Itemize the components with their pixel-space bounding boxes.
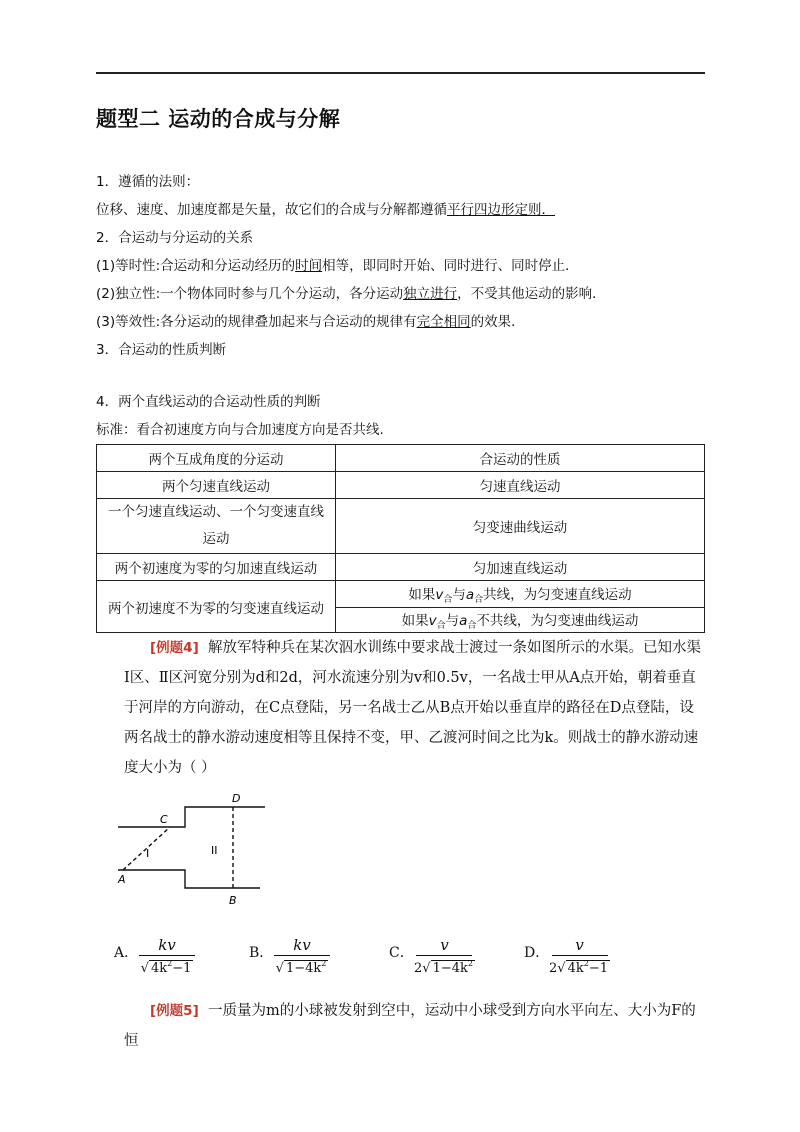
option-c-fraction[interactable] [414,935,475,976]
header-rule [96,72,705,74]
option-c-denominator: 2√ $1-4k^2$ [414,959,473,976]
table-cell: 匀加速直线运动 [336,554,705,581]
example4-question: [例题4] 解放军特种兵在某次泅水训练中要求战士渡过一条如图所示的水渠。已知水渠Ⅰ区、Ⅱ区河宽分别为d和2d，河水流速分别为v和0.5v，一名战士甲从A点开始，朝着垂直于河岸的方向游动，在C点登陆，另一名战士乙从B点开始以垂直岸的路径在D点登陆，设两名战士的静水游动速度相等且保持不变，甲、乙渡河时间之比为k。则战士的静水游动速度大小为（ ） [124,640,701,776]
point-b-label: B [229,894,237,907]
option-d-letter[interactable]: D． [524,945,550,961]
table-header-cell: 合运动的性质 [336,445,705,472]
table-cell-noncollinear: 如果$v_合$与$a_合$不共线，为匀变速曲线运动 [336,608,705,633]
section4-standard: 标准：看合初速度方向与合加速度方向是否共线. [96,422,384,438]
point-d-label: D [232,792,241,805]
table-cell: 两个初速度不为零的匀变速直线运动 [97,581,336,633]
table-cell: 匀变速曲线运动 [336,499,705,554]
table-row [97,499,705,554]
table-row [97,472,705,499]
option-a-fraction[interactable] [139,935,195,976]
option-d-fraction[interactable] [549,935,610,976]
table-header-cell: 两个互成角度的分运动 [97,445,336,472]
section3-heading: 3．合运动的性质判断 [96,342,227,358]
section2-item2: (2)独立性:一个物体同时参与几个分运动，各分运动独立进行，不受其他运动的影响． [96,286,606,302]
point-a-label: A [118,873,126,886]
motion-properties-table [96,444,705,633]
section2-heading: 2．合运动与分运动的关系 [96,230,254,246]
section2-item1: (1)等时性:合运动和分运动经历的时间相等，即同时开始、同时进行、同时停止． [96,258,579,274]
option-b-letter[interactable]: B． [249,945,274,961]
section1-heading: 1．遵循的法则： [96,174,200,190]
table-row [97,581,705,608]
option-b-numerator: kv [274,936,330,956]
section1-text: 位移、速度、加速度都是矢量，故它们的合成与分解都遵循平行四边形定则． [96,202,555,218]
table-cell-collinear: 如果$v_合$与$a_合$共线，为匀变速直线运动 [336,581,705,608]
option-a-denominator: √ $4k^2-1$ [140,959,192,976]
option-b-fraction[interactable] [274,935,330,976]
option-d-denominator: 2√ $4k^2-1$ [549,959,608,976]
option-a-letter[interactable]: A． [114,945,139,961]
option-c-letter[interactable]: C． [389,945,414,961]
table-row [97,554,705,581]
point-c-label: C [160,813,168,826]
option-b-denominator: √ $1-4k^2$ [275,959,327,976]
table-cell: 两个初速度为零的匀加速直线运动 [97,554,336,581]
table-cell: 两个匀速直线运动 [97,472,336,499]
table-header-row [97,445,705,472]
zone-1-label: I [146,847,150,860]
section4-heading: 4．两个直线运动的合运动性质的判断 [96,394,321,410]
section2-item3: (3)等效性:各分运动的规律叠加起来与合运动的规律有完全相同的效果． [96,314,525,330]
example5-question: [例题5] 一质量为m的小球被发射到空中，运动中小球受到方向水平向左、大小为F的恒 [124,1003,696,1049]
option-a-numerator: kv [139,936,195,956]
option-d-numerator: v [552,936,608,956]
zone-2-label: II [211,844,218,857]
river-diagram [110,790,280,915]
page-title: 题型二 运动的合成与分解 [96,107,341,131]
option-c-numerator: v [416,936,472,956]
table-cell: 一个匀速直线运动、一个匀变速直线运动 [97,499,336,554]
table-cell: 匀速直线运动 [336,472,705,499]
